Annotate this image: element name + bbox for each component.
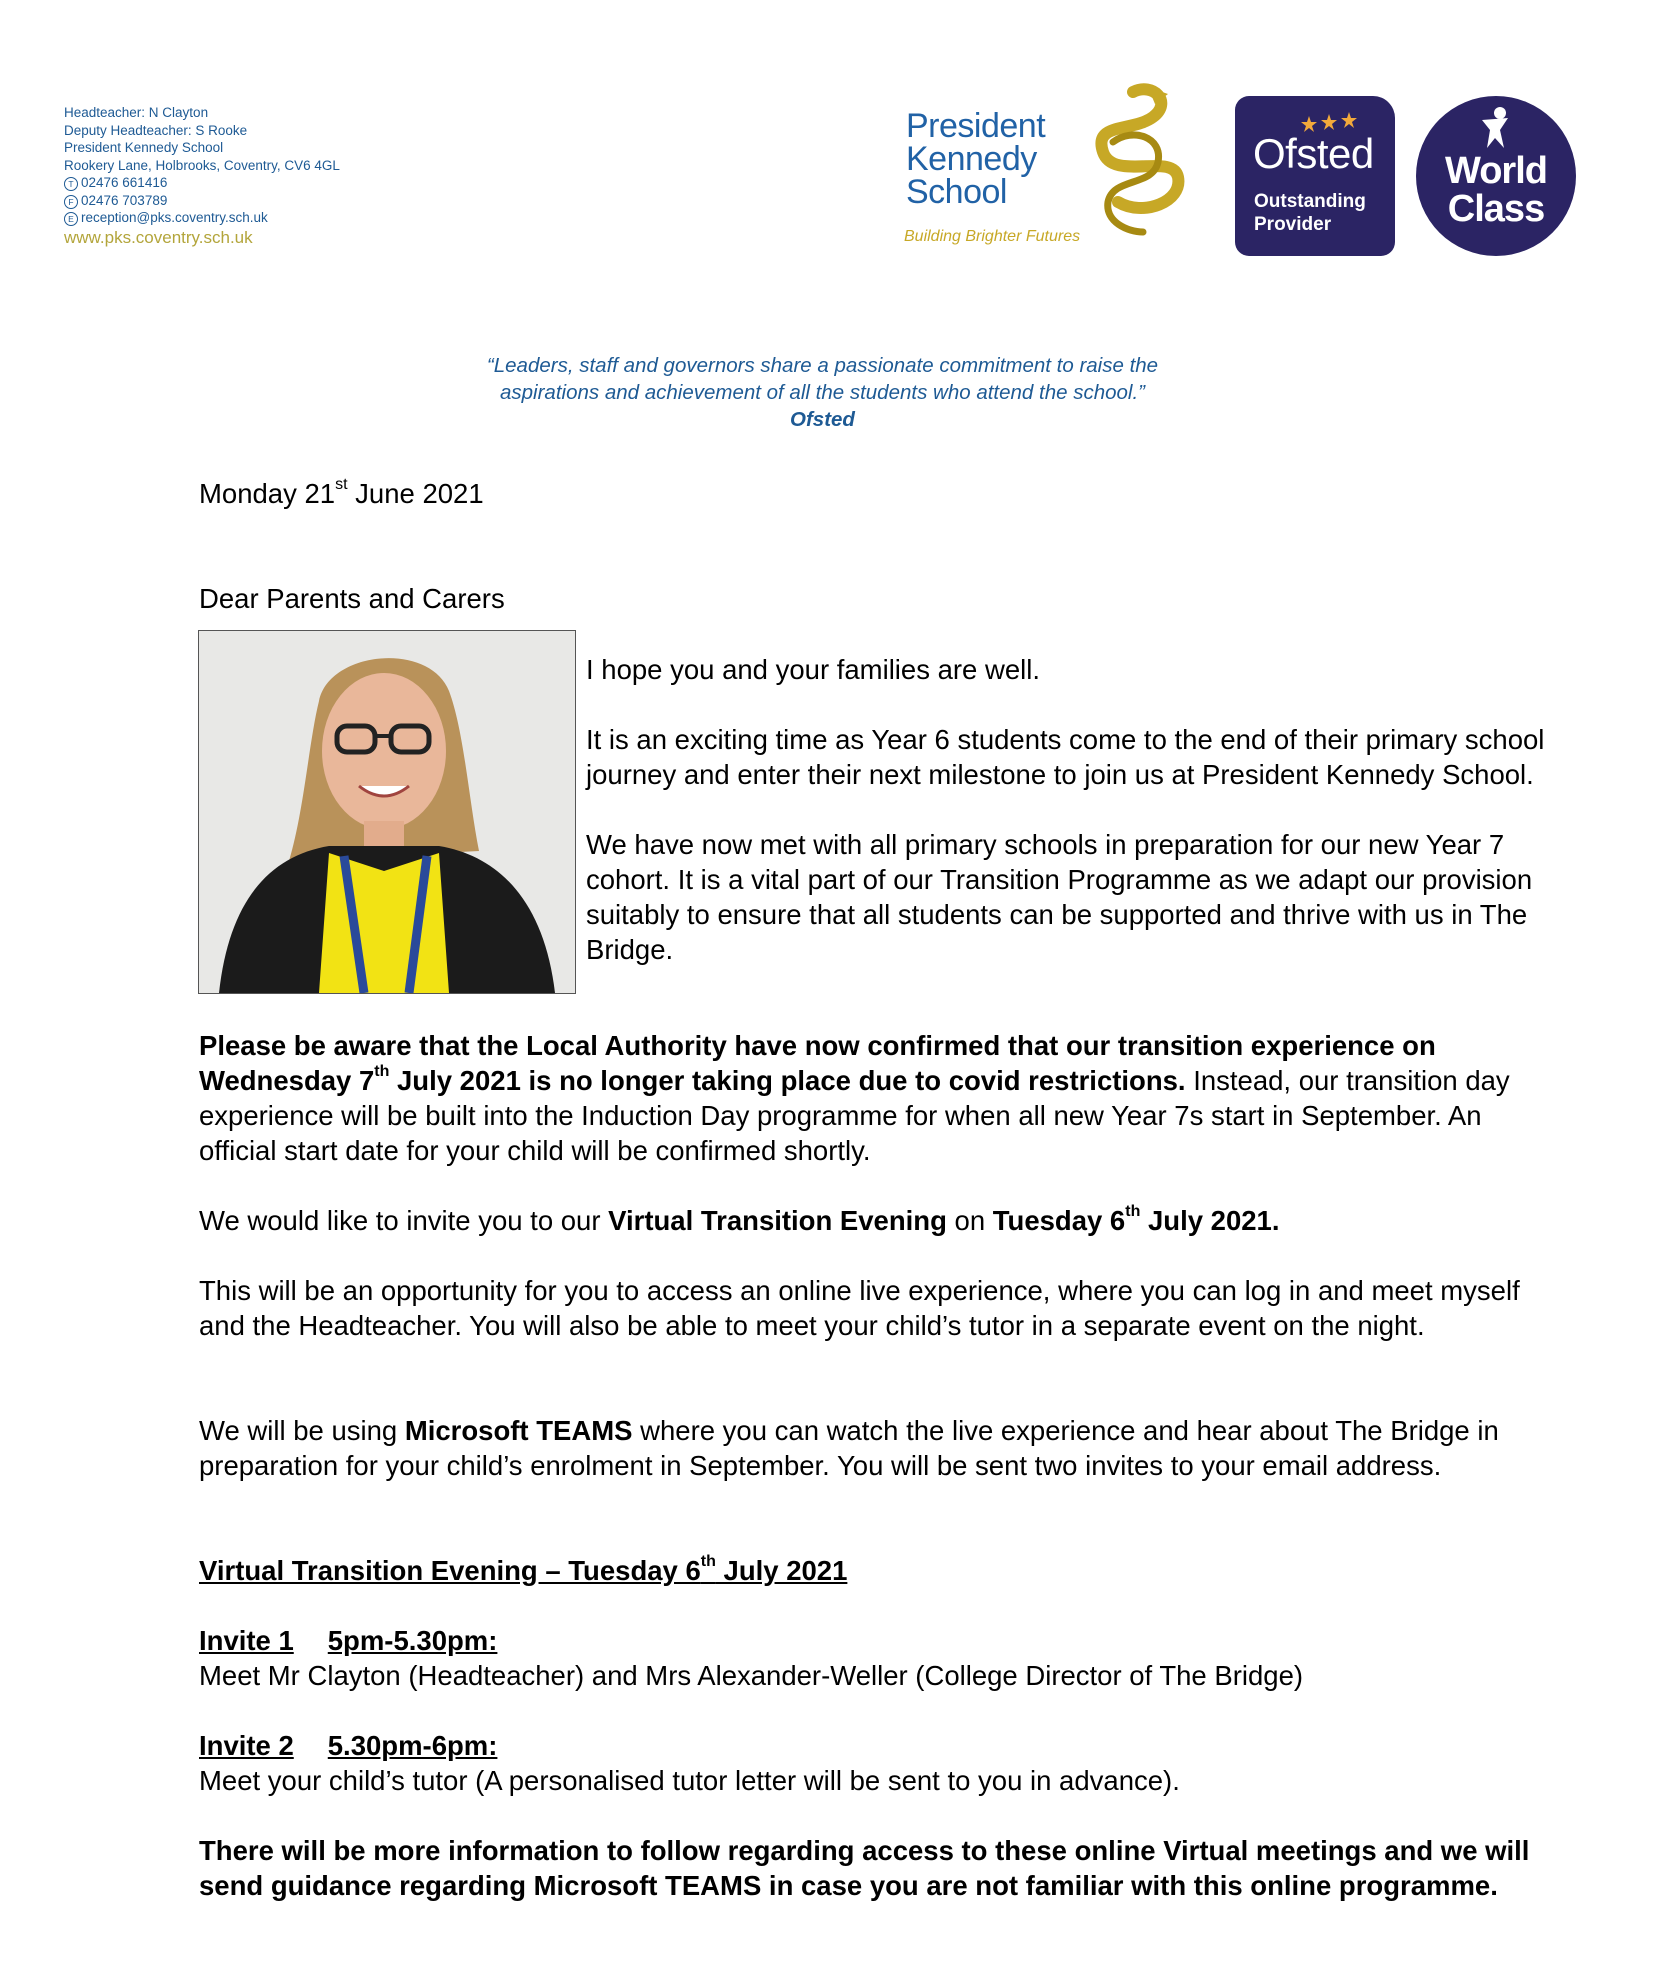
date-day: Monday 21 bbox=[199, 478, 336, 509]
invite-2-description: Meet your child’s tutor (A personalised tutor letter will be sent to you in advance). bbox=[199, 1765, 1180, 1796]
ofsted-wordmark: Ofsted bbox=[1253, 130, 1374, 177]
intro-paragraph-1: I hope you and your families are well. bbox=[586, 654, 1040, 685]
fax-line bbox=[64, 192, 484, 210]
date-month-year: June 2021 bbox=[347, 478, 484, 509]
school-logo bbox=[898, 82, 1198, 254]
la-confirmation-bold-a: Please be aware that the Local Authority have now confirmed that our transition experience on Wednesday 7 bbox=[199, 1030, 1436, 1096]
star-figure-icon bbox=[1478, 106, 1514, 150]
opportunity-paragraph: This will be an opportunity for you to access an online live experience, where you can log in and meet myself and the Headteacher. You will also be able to meet your child’s tutor in a separate event on the night. bbox=[199, 1275, 1520, 1341]
logo-line-school: School bbox=[906, 173, 1007, 211]
school-ribbon-emblem-icon bbox=[1073, 82, 1203, 242]
la-confirmation-paragraph bbox=[199, 1028, 1539, 1168]
invite-date-ordinal: th bbox=[1125, 1202, 1141, 1220]
ofsted-quote bbox=[300, 352, 1345, 433]
ofsted-rating-line2: Provider bbox=[1254, 214, 1332, 235]
la-confirmation-rest: Instead, our transition day experience will be built into the Induction Day programme for when all new Year 7s start in September. An official start date for your child will be confirmed shortly. bbox=[199, 1065, 1510, 1166]
teams-text-b: where you can watch the live experience and hear about The Bridge in preparation for your child’s enrolment in September. You will be sent two invites to your email address. bbox=[199, 1415, 1499, 1481]
headteacher-line: Headteacher: N Clayton bbox=[64, 105, 209, 120]
invite-1-label: Invite 1 bbox=[199, 1625, 294, 1656]
invite-2-block bbox=[199, 1728, 1539, 1798]
invite-paragraph bbox=[199, 1203, 1539, 1238]
invite-1-heading bbox=[199, 1625, 497, 1656]
school-logo-name bbox=[906, 107, 1046, 211]
ofsted-rating bbox=[1254, 190, 1366, 236]
email-icon: E bbox=[64, 212, 78, 226]
world-class-line1: World bbox=[1445, 150, 1547, 192]
quote-source: Ofsted bbox=[790, 408, 855, 431]
telephone-number: 02476 661416 bbox=[81, 175, 168, 190]
staff-portrait-photo bbox=[198, 630, 576, 994]
event-heading-text bbox=[199, 1552, 848, 1586]
teams-product-name: Microsoft TEAMS bbox=[404, 1415, 633, 1446]
invite-date-day: Tuesday 6 bbox=[992, 1205, 1126, 1236]
teams-text-a: We will be using bbox=[199, 1415, 405, 1446]
deputy-headteacher-line: Deputy Headteacher: S Rooke bbox=[64, 122, 248, 138]
fax-number: 02476 703789 bbox=[81, 192, 168, 208]
invite-1-block bbox=[199, 1623, 1539, 1693]
event-heading-b: July 2021 bbox=[715, 1555, 848, 1586]
school-name-line: President Kennedy School bbox=[64, 140, 224, 155]
invite-date-month-year: July 2021. bbox=[1140, 1205, 1280, 1236]
la-confirmation-bold-b: July 2021 is no longer taking place due to covid restrictions. bbox=[389, 1065, 1186, 1096]
letterhead-contact bbox=[64, 104, 484, 249]
teams-paragraph bbox=[199, 1413, 1539, 1483]
email-address[interactable]: reception@pks.coventry.sch.uk bbox=[81, 210, 268, 225]
invite-text-b: on bbox=[946, 1205, 993, 1236]
ofsted-rating-line1: Outstanding bbox=[1254, 191, 1366, 212]
telephone-icon: T bbox=[64, 177, 78, 191]
invite-2-label: Invite 2 bbox=[199, 1730, 294, 1761]
closing-bold-text: There will be more information to follow regarding access to these online Virtual meetings and we will send guidance regarding Microsoft TEAMS in case you are not familiar with this online programme. bbox=[199, 1835, 1530, 1901]
invite-1-time: 5pm-5.30pm: bbox=[327, 1625, 498, 1656]
quote-line2: aspirations and achievement of all the students who attend the school.” bbox=[499, 381, 1145, 404]
website-link[interactable]: www.pks.coventry.sch.uk bbox=[64, 227, 253, 247]
fax-icon: F bbox=[64, 195, 78, 209]
invite-text-a: We would like to invite you to our bbox=[199, 1205, 609, 1236]
telephone-line bbox=[64, 174, 484, 192]
logo-line-kennedy: Kennedy bbox=[906, 140, 1037, 178]
invite-2-heading bbox=[199, 1730, 497, 1761]
world-class-line2: Class bbox=[1447, 188, 1545, 230]
invite-event-name: Virtual Transition Evening bbox=[608, 1205, 947, 1236]
quote-line1: “Leaders, staff and governors share a passionate commitment to raise the bbox=[486, 354, 1159, 377]
event-heading bbox=[199, 1553, 1539, 1588]
logo-line-president: President bbox=[906, 107, 1046, 145]
intro-paragraph-3: We have now met with all primary schools in preparation for our new Year 7 cohort. It is a vital part of our Transition Programme as we adapt our provision suitably to ensure that all students can be supported and thrive with us in The Bridge. bbox=[586, 829, 1533, 965]
invite-2-time: 5.30pm-6pm: bbox=[327, 1730, 498, 1761]
event-heading-a: Virtual Transition Evening – Tuesday 6 bbox=[199, 1555, 701, 1586]
letter-date bbox=[199, 476, 1539, 511]
date-ordinal: st bbox=[335, 475, 348, 493]
intro-paragraph-2: It is an exciting time as Year 6 students come to the end of their primary school journey and enter their next milestone to join us at President Kennedy School. bbox=[586, 724, 1545, 790]
portrait-image bbox=[199, 631, 575, 993]
letter-greeting: Dear Parents and Carers bbox=[199, 583, 505, 614]
intro-text-block bbox=[586, 652, 1546, 967]
la-confirmation-ordinal: th bbox=[374, 1062, 390, 1080]
closing-paragraph bbox=[199, 1833, 1539, 1903]
world-class-text bbox=[1416, 152, 1576, 228]
world-class-badge bbox=[1416, 96, 1576, 256]
address-line: Rookery Lane, Holbrooks, Coventry, CV6 4GL bbox=[64, 157, 340, 173]
school-tagline: Building Brighter Futures bbox=[904, 228, 1081, 245]
ofsted-outstanding-badge bbox=[1235, 96, 1395, 256]
event-heading-ordinal: th bbox=[700, 1552, 716, 1570]
invite-1-description: Meet Mr Clayton (Headteacher) and Mrs Alexander-Weller (College Director of The Bridge) bbox=[199, 1660, 1304, 1691]
email-line bbox=[64, 209, 484, 227]
